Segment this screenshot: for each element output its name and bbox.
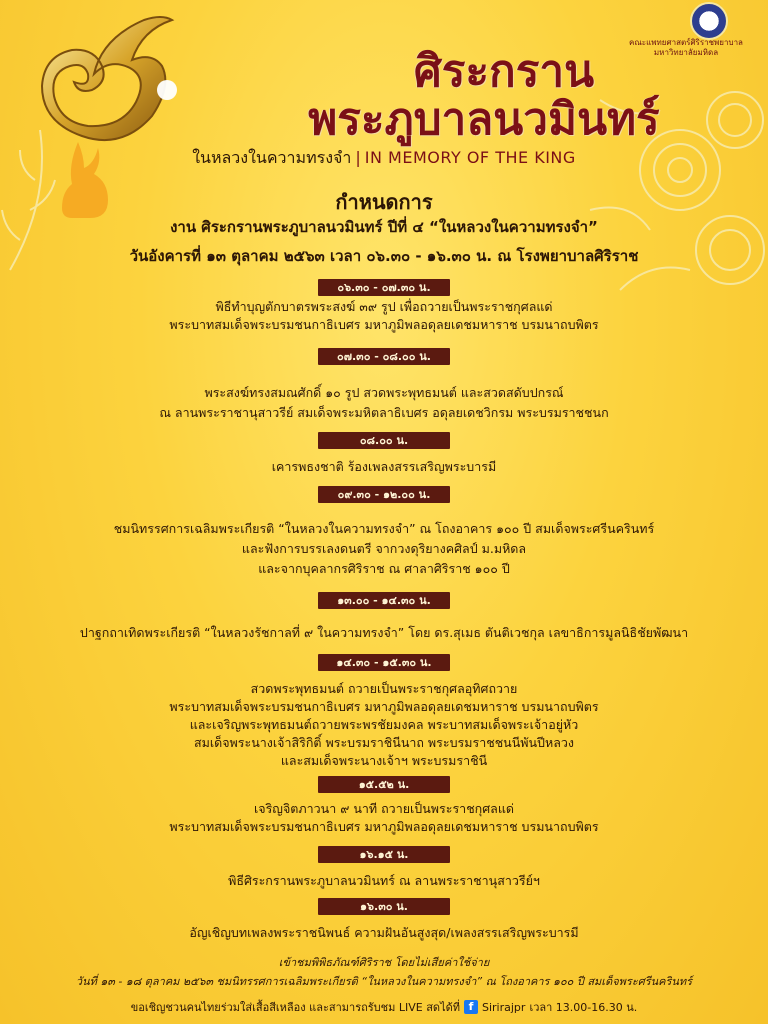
event-title: งาน ศิระกรานพระภูบาลนวมินทร์ ปีที่ ๔ “ในหลวงในความทรงจำ” [170, 218, 598, 236]
time-bar: ๑๕.๕๒ น. [318, 776, 450, 793]
exhibition-note: วันที่ ๑๓ - ๑๘ ตุลาคม ๒๕๖๓ ชมนิทรรศการเฉลิมพระเกียรติ “ในหลวงในความทรงจำ” ณ โถงอาคาร ๑๐๐ ปี สมเด็จพระศรีนครินทร์ [75, 975, 693, 988]
agenda-item-text: และฟังการบรรเลงดนตรี จากวงดุริยางคศิลป์ ม.มหิดล [241, 541, 527, 556]
subtitle [0, 146, 768, 171]
agenda-item-text: ชมนิทรรศการเฉลิมพระเกียรติ “ในหลวงในความทรงจำ” ณ โถงอาคาร ๑๐๐ ปี สมเด็จพระศรีนครินทร์ [113, 521, 655, 536]
agenda-item-text: พิธีทำบุญตักบาตรพระสงฆ์ ๓๙ รูป เพื่อถวายเป็นพระราชกุศลแด่ [215, 299, 553, 314]
live-note [0, 998, 768, 1016]
facebook-page-link[interactable]: Sirirajpr [482, 1000, 526, 1014]
event-date-location: วันอังคารที่ ๑๓ ตุลาคม ๒๕๖๓ เวลา ๐๖.๓๐ - ๑๖.๓๐ น. ณ โรงพยาบาลศิริราช [129, 247, 639, 265]
subtitle-thai: ในหลวงในความทรงจำ [192, 148, 352, 167]
facebook-icon[interactable]: f [464, 1000, 478, 1014]
faculty-line-2: มหาวิทยาลัยมหิดล [653, 48, 719, 57]
live-note-prefix: ขอเชิญชวนคนไทยร่วมใส่เสื้อสีเหลือง และสามารถรับชม LIVE สดได้ที่ [130, 1001, 460, 1014]
faculty-line-1: คณะแพทยศาสตร์ศิริราชพยาบาล [629, 38, 743, 47]
time-bar: ๐๘.๐๐ น. [318, 432, 450, 449]
agenda-item-text: พระสงฆ์ทรงสมณศักดิ์ ๑๐ รูป สวดพระพุทธมนต์ และสวดสดับปกรณ์ [204, 385, 564, 400]
agenda-item-text: อัญเชิญบทเพลงพระราชนิพนธ์ ความฝันอันสูงสุด/เพลงสรรเสริญพระบารมี [189, 925, 579, 940]
agenda-item-text: และจากบุคลากรศิริราช ณ ศาลาศิริราช ๑๐๐ ปี [258, 561, 510, 576]
title-line-2: พระภูบาลนวมินทร์ [308, 94, 660, 145]
agenda-item-text: และเจริญพระพุทธมนต์ถวายพระพรชัยมงคล พระบาทสมเด็จพระเจ้าอยู่หัว [189, 717, 579, 732]
agenda-item-text: สมเด็จพระนางเจ้าสิริกิติ์ พระบรมราชินีนาถ พระบรมราชชนนีพันปีหลวง [193, 735, 575, 750]
agenda-item-text: เจริญจิตภาวนา ๙ นาที ถวายเป็นพระราชกุศลแด่ [253, 801, 515, 816]
time-bar: ๐๗.๓๐ - ๐๘.๐๐ น. [318, 348, 450, 365]
agenda-item-text: และสมเด็จพระนางเจ้าฯ พระบรมราชินี [280, 753, 488, 768]
agenda-item-text: พระบาทสมเด็จพระบรมชนกาธิเบศร มหาภูมิพลอดุลยเดชมหาราช บรมนาถบพิตร [169, 819, 599, 834]
faculty-name [616, 38, 756, 58]
subtitle-separator: | [355, 148, 361, 167]
agenda-item-text: ปาฐกถาเทิดพระเกียรติ “ในหลวงรัชกาลที่ ๙ ในความทรงจำ” โดย ดร.สุเมธ ตันติเวชกุล เลขาธิการมูลนิธิชัยพัฒนา [79, 625, 689, 640]
agenda-item-text: สวดพระพุทธมนต์ ถวายเป็นพระราชกุศลอุทิศถวาย [250, 681, 518, 696]
agenda-item-text: ณ ลานพระราชานุสาวรีย์ สมเด็จพระมหิตลาธิเบศร อดุลยเดชวิกรม พระบรมราชชนก [159, 405, 609, 420]
agenda-item-text: พิธีศิระกรานพระภูบาลนวมินทร์ ณ ลานพระราชานุสาวรีย์ฯ [228, 873, 540, 888]
agenda-heading: กำหนดการ [335, 190, 433, 214]
time-bar: ๑๖.๓๐ น. [318, 898, 450, 915]
time-bar: ๐๙.๓๐ - ๑๒.๐๐ น. [318, 486, 450, 503]
mahidol-seal-logo [690, 2, 728, 40]
agenda-item-text: พระบาทสมเด็จพระบรมชนกาธิเบศร มหาภูมิพลอดุลยเดชมหาราช บรมนาถบพิตร [169, 699, 599, 714]
time-bar: ๑๖.๑๕ น. [318, 846, 450, 863]
subtitle-english: IN MEMORY OF THE KING [364, 148, 576, 167]
museum-note: เข้าชมพิพิธภัณฑ์ศิริราช โดยไม่เสียค่าใช้จ่าย [278, 956, 490, 969]
title-line-1: ศิระกราน [413, 46, 595, 97]
live-time: เวลา 13.00-16.30 น. [529, 1001, 638, 1014]
time-bar: ๐๖.๓๐ - ๐๗.๓๐ น. [318, 279, 450, 296]
time-bar: ๑๓.๐๐ - ๑๔.๓๐ น. [318, 592, 450, 609]
time-bar: ๑๔.๓๐ - ๑๕.๓๐ น. [318, 654, 450, 671]
agenda-item-text: เคารพธงชาติ ร้องเพลงสรรเสริญพระบารมี [271, 459, 497, 474]
agenda-item-text: พระบาทสมเด็จพระบรมชนกาธิเบศร มหาภูมิพลอดุลยเดชมหาราช บรมนาถบพิตร [169, 317, 599, 332]
